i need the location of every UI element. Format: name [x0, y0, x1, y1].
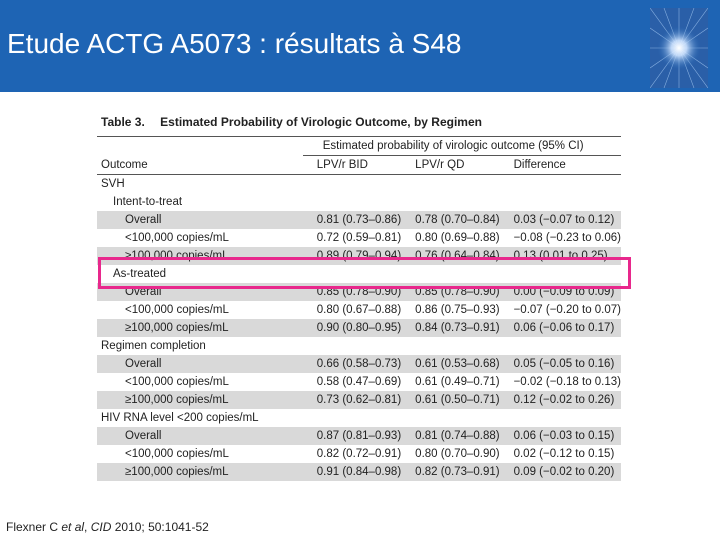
table-row: [97, 427, 621, 445]
source-etal: et al: [61, 520, 85, 534]
table-cell: 0.00 (−0.09 to 0.09): [500, 283, 621, 301]
table-spanner-row: [97, 137, 621, 156]
table-cell: 0.05 (−0.05 to 0.16): [500, 355, 621, 373]
table-cell: [303, 193, 401, 211]
table-cell: 0.82 (0.72–0.91): [316, 448, 402, 460]
column-header-bid: LPV/r BID: [303, 156, 401, 175]
table-cell: [500, 337, 621, 355]
table-cell: 0.58 (0.47–0.69): [316, 376, 402, 388]
table-cell: [303, 409, 401, 427]
table-cell: [500, 409, 621, 427]
table-cell: 0.87 (0.81–0.93): [303, 427, 401, 445]
table-cell: 0.06 (−0.03 to 0.15): [500, 427, 621, 445]
table-cell: 0.61 (0.50–0.71): [401, 391, 499, 409]
table-cell: [401, 193, 499, 211]
table-row: [97, 319, 621, 337]
table-row: [97, 355, 621, 373]
column-header-difference: Difference: [500, 156, 621, 175]
table-cell: −0.07 (−0.20 to 0.07): [513, 304, 621, 316]
table-row: [97, 193, 621, 211]
table-cell: [303, 175, 401, 194]
highlight-box: [98, 257, 631, 289]
row-label: SVH: [101, 178, 125, 190]
table-cell: −0.08 (−0.23 to 0.06): [513, 232, 621, 244]
table-cell: 0.82 (0.73–0.91): [401, 463, 499, 481]
table-cell: 0.12 (−0.02 to 0.26): [500, 391, 621, 409]
table-row: [97, 409, 621, 427]
table-row: [97, 229, 621, 247]
table-cell: 0.80 (0.69–0.88): [415, 232, 500, 244]
slide-header: [0, 0, 720, 92]
table-row: [97, 175, 621, 194]
table-row: [97, 373, 621, 391]
table-row: [97, 445, 621, 463]
table-cell: [401, 175, 499, 194]
table-cell: 0.85 (0.78–0.90): [401, 283, 499, 301]
row-label: As-treated: [113, 268, 167, 280]
row-label: ≥100,000 copies/mL: [97, 247, 303, 265]
table-cell: 0.78 (0.70–0.84): [401, 211, 499, 229]
row-label: Overall: [97, 355, 303, 373]
row-label: ≥100,000 copies/mL: [97, 319, 303, 337]
table-cell: 0.06 (−0.06 to 0.17): [500, 319, 621, 337]
table-cell: 0.86 (0.75–0.93): [415, 304, 500, 316]
table-cell: 0.61 (0.53–0.68): [401, 355, 499, 373]
row-label: <100,000 copies/mL: [125, 232, 229, 244]
table-cell: 0.61 (0.49–0.71): [415, 376, 500, 388]
table-row: [97, 337, 621, 355]
row-label: <100,000 copies/mL: [125, 376, 229, 388]
row-label: ≥100,000 copies/mL: [97, 463, 303, 481]
table-cell: [401, 337, 499, 355]
row-label: HIV RNA level <200 copies/mL: [101, 412, 259, 424]
table-cell: 0.02 (−0.12 to 0.15): [513, 448, 615, 460]
source-author: Flexner C: [6, 520, 62, 534]
table-spanner: Estimated probability of virologic outcome (95% CI): [303, 137, 621, 156]
table-cell: 0.84 (0.73–0.91): [401, 319, 499, 337]
source-citation: Flexner C et al, CID 2010; 50:1041-52: [6, 520, 209, 534]
table-cell: 0.80 (0.70–0.90): [415, 448, 500, 460]
table-row: [97, 391, 621, 409]
table-cell: [401, 409, 499, 427]
starburst-logo-icon: [650, 8, 708, 88]
row-label: Overall: [97, 427, 303, 445]
table-cell: 0.91 (0.84–0.98): [303, 463, 401, 481]
table-row: [97, 211, 621, 229]
row-label: Overall: [97, 211, 303, 229]
table-cell: 0.80 (0.67–0.88): [316, 304, 402, 316]
table-cell: −0.02 (−0.18 to 0.13): [513, 376, 621, 388]
slide-title: Etude ACTG A5073 : résultats à S48: [7, 28, 462, 59]
table-header-row: [97, 156, 621, 175]
table-label: Table 3.: [101, 115, 145, 129]
table-cell: 0.09 (−0.02 to 0.20): [500, 463, 621, 481]
table-cell: [500, 193, 621, 211]
table-row: [97, 463, 621, 481]
column-header-outcome: Outcome: [97, 156, 303, 175]
table-cell: 0.90 (0.80–0.95): [303, 319, 401, 337]
table-cell: 0.81 (0.74–0.88): [401, 427, 499, 445]
table-cell: 0.72 (0.59–0.81): [316, 232, 402, 244]
row-label: Regimen completion: [101, 340, 206, 352]
table-cell: [303, 337, 401, 355]
table-cell: 0.03 (−0.07 to 0.12): [500, 211, 621, 229]
table-cell: 0.66 (0.58–0.73): [303, 355, 401, 373]
table-row: [97, 301, 621, 319]
table-cell: 0.81 (0.73–0.86): [303, 211, 401, 229]
table-cell: [500, 175, 621, 194]
column-header-qd: LPV/r QD: [401, 156, 499, 175]
table-caption: [97, 108, 621, 136]
results-table: [97, 136, 621, 481]
table-cell: 0.13 (0.01 to 0.25): [500, 247, 621, 265]
row-label: <100,000 copies/mL: [125, 448, 229, 460]
source-reference: 2010; 50:1041-52: [111, 520, 209, 534]
table-cell: 0.76 (0.64–0.84): [401, 247, 499, 265]
row-label: Overall: [97, 283, 303, 301]
row-label: <100,000 copies/mL: [125, 304, 229, 316]
table-cell: 0.85 (0.78–0.90): [303, 283, 401, 301]
row-label: Intent-to-treat: [113, 196, 183, 208]
table-cell: 0.89 (0.79–0.94): [303, 247, 401, 265]
results-table-container: [97, 108, 621, 481]
source-journal: CID: [90, 520, 112, 534]
row-label: ≥100,000 copies/mL: [97, 391, 303, 409]
table-cell: 0.73 (0.62–0.81): [303, 391, 401, 409]
table-title: Estimated Probability of Virologic Outcome, by Regimen: [160, 115, 482, 129]
